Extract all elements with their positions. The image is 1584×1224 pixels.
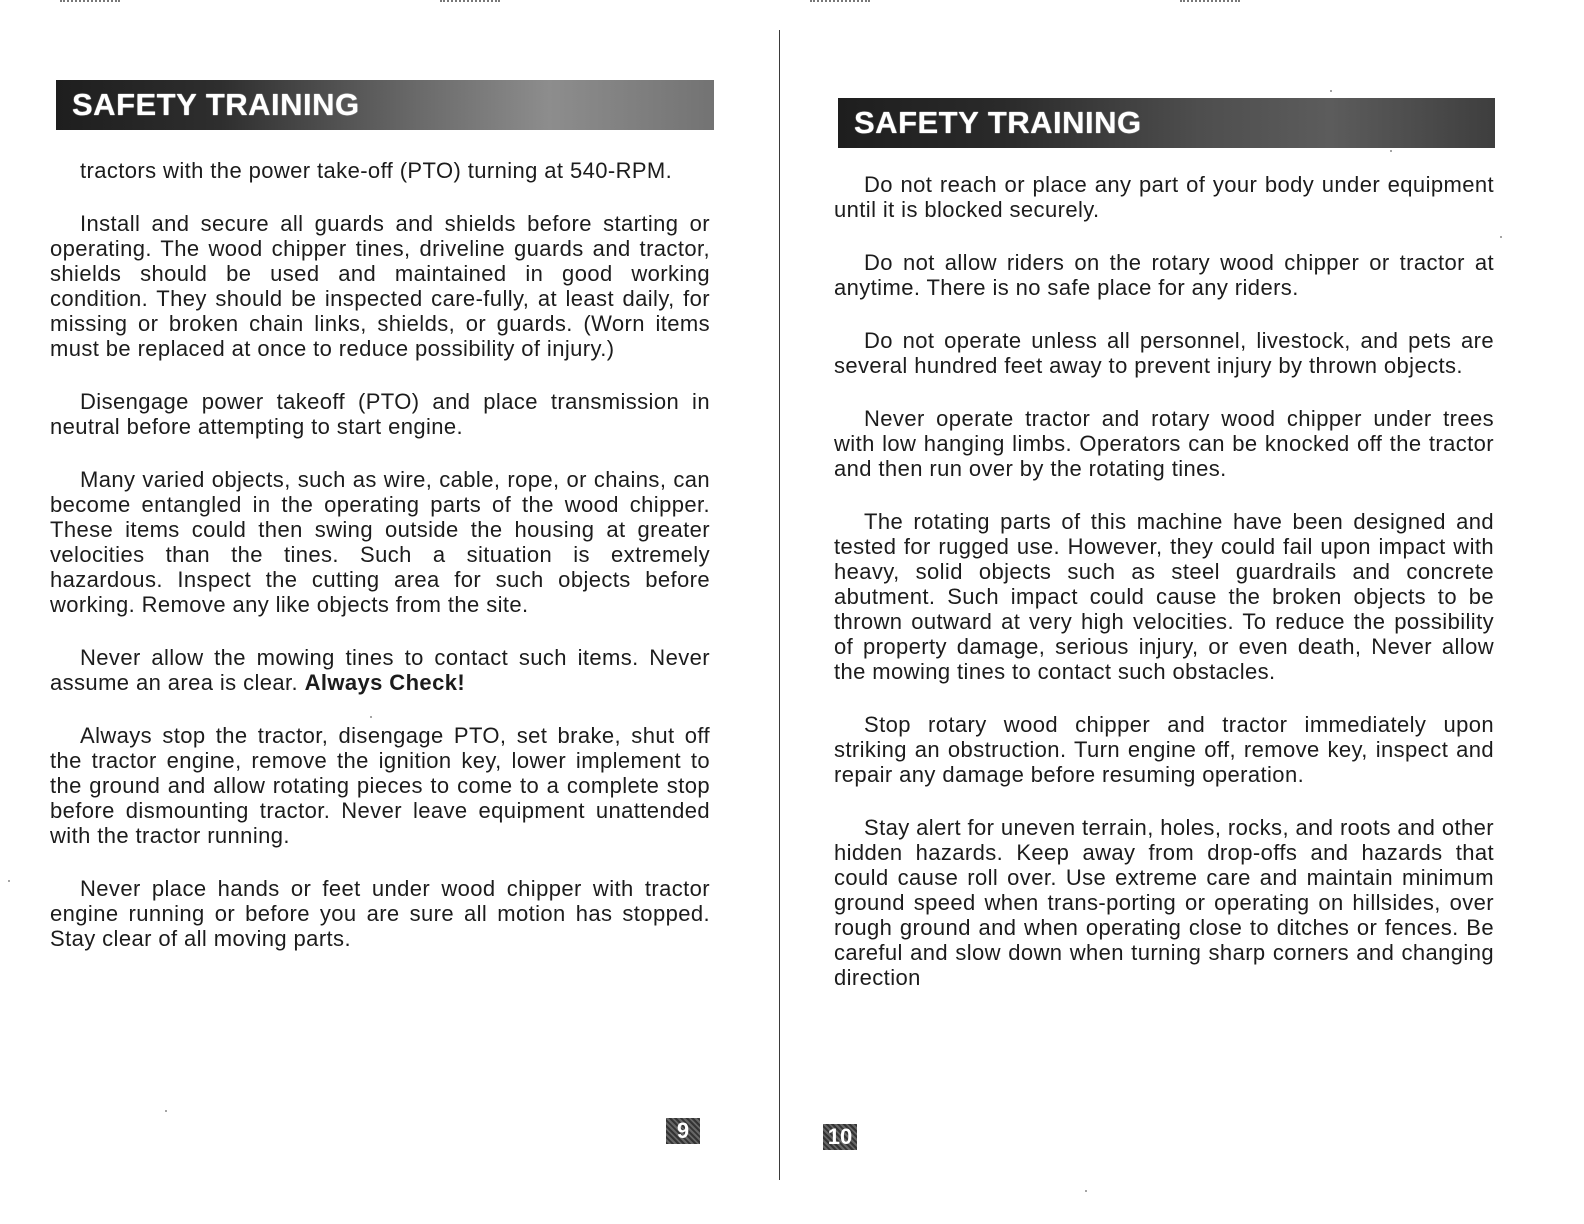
paragraph-text: Never allow the mowing tines to contact such items. Never assume an area is clear. xyxy=(50,645,710,695)
section-header-bar xyxy=(838,98,1495,148)
paragraph: Do not allow riders on the rotary wood chipper or tractor at anytime. There is no safe place for any riders. xyxy=(834,250,1494,300)
left-page xyxy=(0,0,770,1224)
right-page xyxy=(790,0,1584,1224)
right-body-text xyxy=(834,172,1494,1018)
scan-speck xyxy=(165,1110,167,1112)
paragraph: Do not reach or place any part of your body under equipment until it is blocked securely. xyxy=(834,172,1494,222)
left-body-text xyxy=(50,158,710,979)
paragraph: Install and secure all guards and shields before starting or operating. The wood chipper tines, driveline guards and tractor, shields should be used and maintained in good working condition. They should be inspected care-fully, at least daily, for missing or broken chain links, shields, or guards. (Worn items must be replaced at once to reduce possibility of injury.) xyxy=(50,211,710,361)
section-header-bar xyxy=(56,80,714,130)
paragraph xyxy=(50,645,710,695)
emphasis-text: Always Check! xyxy=(304,670,466,695)
paragraph: Stay alert for uneven terrain, holes, rocks, and roots and other hidden hazards. Keep away from drop-offs and hazards that could cause roll over. Use extreme care and maintain minimum ground speed when trans-porting or operating on hillsides, over rough ground and when operating close to ditches or fences. Be careful and slow down when turning sharp corners and changing direction xyxy=(834,815,1494,990)
section-title: SAFETY TRAINING xyxy=(854,105,1142,140)
scan-speck xyxy=(1390,150,1392,152)
paragraph: Disengage power takeoff (PTO) and place transmission in neutral before attempting to start engine. xyxy=(50,389,710,439)
page-number-badge: 10 xyxy=(823,1124,857,1150)
scan-speck xyxy=(370,716,372,718)
scan-speck xyxy=(1330,90,1332,92)
section-title: SAFETY TRAINING xyxy=(72,87,360,122)
paragraph: Never place hands or feet under wood chipper with tractor engine running or before you are sure all motion has stopped. Stay clear of all moving parts. xyxy=(50,876,710,951)
paragraph: Stop rotary wood chipper and tractor immediately upon striking an obstruction. Turn engine off, remove key, inspect and repair any damage before resuming operation. xyxy=(834,712,1494,787)
page-number-badge: 9 xyxy=(666,1118,700,1144)
paragraph: tractors with the power take-off (PTO) turning at 540-RPM. xyxy=(80,158,673,183)
scan-speck xyxy=(8,880,10,882)
paragraph: Do not operate unless all personnel, livestock, and pets are several hundred feet away to prevent injury by thrown objects. xyxy=(834,328,1494,378)
page-fold-divider xyxy=(779,30,780,1180)
paragraph: Many varied objects, such as wire, cable, rope, or chains, can become entangled in the operating parts of the wood chipper. These items could then swing outside the housing at greater velocities than the tines. Such a situation is extremely hazardous. Inspect the cutting area for such objects before working. Remove any like objects from the site. xyxy=(50,467,710,617)
scan-speck xyxy=(1500,236,1502,238)
scan-speck xyxy=(1085,1190,1087,1192)
paragraph: Always stop the tractor, disengage PTO, set brake, shut off the tractor engine, remove the ignition key, lower implement to the ground and allow rotating pieces to come to a complete stop before dismounting tractor. Never leave equipment unattended with the tractor running. xyxy=(50,723,710,848)
paragraph: Never operate tractor and rotary wood chipper under trees with low hanging limbs. Operators can be knocked off the tractor and then run over by the rotating tines. xyxy=(834,406,1494,481)
paragraph: The rotating parts of this machine have been designed and tested for rugged use. However, they could fail upon impact with heavy, solid objects such as steel guardrails and concrete abutment. Such impact could cause the broken objects to be thrown outward at very high velocities. To reduce the possibility of property damage, serious injury, or even death, Never allow the mowing tines to contact such obstacles. xyxy=(834,509,1494,684)
